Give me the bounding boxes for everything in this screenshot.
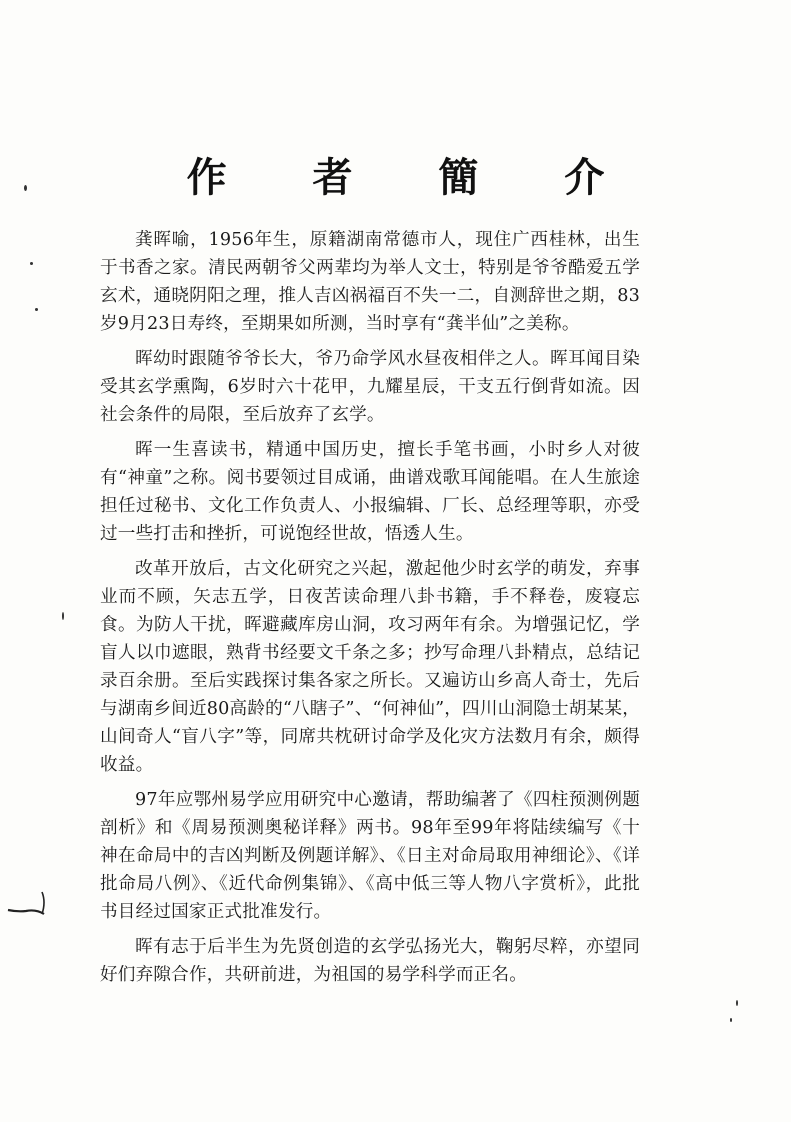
bio-paragraph-4: 改革开放后，古文化研究之兴起，激起他少时玄学的萌发，弃事业而不顾，矢志五学，日夜苦读命理八卦书籍，手不释卷，废寝忘食。为防人干扰，晖避藏库房山洞，攻习两年有余。为增强记忆，学盲人以巾遮眼，熟背书经要文千条之多；抄写命理八卦精点，总结记录百余册。至后实践探讨集各家之所长。又遍访山乡高人奇士，先后与湖南乡间近80高龄的“八瞎子”、“何神仙”，四川山洞隐士胡某某，山间奇人“盲八字”等，同席共枕研讨命学及化灾方法数月有余，颇得收益。	[100, 559, 640, 775]
scan-speck	[30, 262, 33, 265]
bio-paragraph-6: 晖有志于后半生为先贤创造的玄学弘扬光大，鞠躬尽粹，亦望同好们弃隙合作，共研前进，为祖国的易学科学而正名。	[100, 937, 640, 985]
author-bio-body	[100, 226, 640, 996]
bio-paragraph-3: 晖一生喜读书，精通中国历史，擅长手笔书画，小时乡人对彼有“神童”之称。阅书要领过目成诵，曲谱戏歌耳闻能唱。在人生旅途担任过秘书、文化工作负责人、小报编辑、厂长、总经理等职，亦受过一些打击和挫折，可说饱经世故，悟透人生。	[100, 440, 640, 544]
scan-speck	[62, 612, 64, 620]
page-title: 作 者 簡 介	[186, 154, 641, 201]
scan-speck	[35, 308, 38, 311]
scan-speck	[24, 185, 27, 191]
bio-paragraph-5: 97年应鄂州易学应用研究中心邀请，帮助编著了《四柱预测例题剖析》和《周易预测奥秘详释》两书。98年至99年将陆续编写《十神在命局中的吉凶判断及例题详解》、《日主对命局取用神细论》、《详批命局八例》、《近代命例集锦》、《高中低三等人物八字赏析》，此批书目经过国家正式批准发行。	[100, 790, 640, 922]
scan-speck	[730, 1018, 732, 1022]
scan-speck	[736, 1000, 738, 1006]
margin-ink-mark	[6, 890, 46, 920]
bio-paragraph-2: 晖幼时跟随爷爷长大，爷乃命学风水昼夜相伴之人。晖耳闻目染受其玄学熏陶，6岁时六十花甲，九耀星辰，干支五行倒背如流。因社会条件的局限，至后放弃了玄学。	[100, 349, 640, 425]
bio-paragraph-1: 龚晖喻，1956年生，原籍湖南常德市人，现住广西桂林，出生于书香之家。清民两朝爷父两辈均为举人文士，特别是爷爷酷爱五学玄术，通晓阴阳之理，推人吉凶祸福百不失一二，自测辞世之期，83岁9月23日寿终，至期果如所测，当时享有“龚半仙”之美称。	[100, 230, 640, 334]
